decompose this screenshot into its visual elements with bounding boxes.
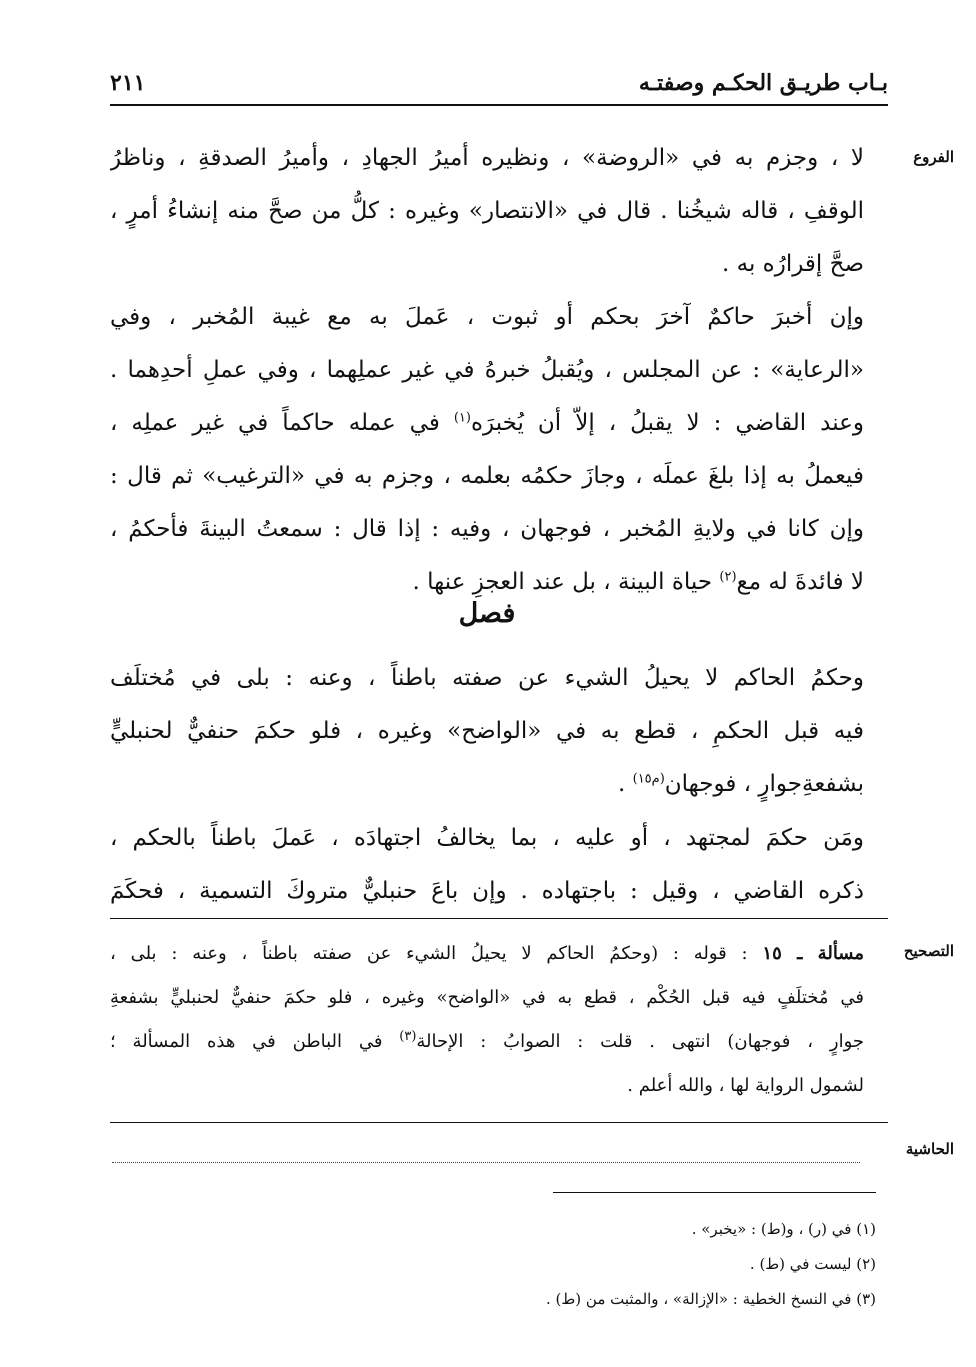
fasl-paragraph-1 [110,652,864,811]
text-segment: في الباطن في هذه المسألة ؛ [110,1031,400,1052]
text-segment: جوارٍ ، فوجهان) انتهى . قلت : الصوابُ : الإحالة [416,1031,864,1052]
text-line [110,758,864,811]
tashih-block [110,932,864,1108]
text-line: لشمول الرواية لها ، والله أعلم . [627,1075,864,1096]
text-line: «الرعاية» : عن المجلس ، ويُقبلُ خبرهُ في غير عملِهما ، وفي عملِ أحدِهما . [110,357,864,383]
margin-label-furu: الفروع [913,148,954,166]
running-header [110,70,888,104]
text-line: فيه قبل الحكمِ ، قطع به في «الواضح» وغيره ، فلو حكمَ حنفيٌّ لحنبليٍّ [110,718,864,744]
page-number: ٢١١ [110,70,146,96]
text-line [110,1020,864,1064]
fasl-paragraph-2 [110,812,864,918]
margin-label-tashih: التصحيح [903,942,954,960]
header-rule [110,104,888,106]
masala-label: مسألة ـ ١٥ [762,943,864,964]
text-line: وحكمُ الحاكم لا يحيلُ الشيء عن صفته باطناً ، وعنه : بلى في مُختلَف [110,665,864,691]
masala-marker: (م١٥) [632,771,665,787]
footnote-marker: (١) [453,410,471,426]
margin-label-hashia: الحاشية [905,1140,954,1158]
footnote-marker: (٣) [399,1029,417,1044]
furu-paragraph-2 [110,291,864,609]
footnotes [110,1212,876,1317]
section-divider [110,1122,888,1123]
text-line: وإن أخبرَ حاكمٌ آخرَ بحكم أو ثبوت ، عَملَ به مع غيبة المُخبر ، وفي [110,304,864,330]
text-line: ومَن حكمَ لمجتهد ، أو عليه ، بما يخالفُ اجتهادَه ، عَملَ باطناً بالحكم ، [110,825,864,851]
text-line: ذكره القاضي ، وقيل : باجتهاده . وإن باعَ حنبليٌّ متروكَ التسمية ، فحكَمَ [110,878,864,904]
hashia-dotted-line [112,1162,860,1163]
footnote: (٣) في النسخ الخطية : «الإزالة» ، والمثبت من (ط) . [546,1290,876,1308]
text-line: الوقفِ ، قاله شيخُنا . قال في «الانتصار» وغيره : كلُّ من صحَّ منه إنشاءُ أمرٍ ، [110,198,864,224]
text-line: فيعملُ به إذا بلغَ عملَه ، وجازَ حكمُه بعلمه ، وجزم به في «الترغيب» ثم قال : [110,463,864,489]
text-line: لا ، وجزم به في «الروضة» ، ونظيره أميرُ الجهادِ ، وأميرُ الصدقةِ ، وناظرُ [110,145,864,171]
text-line [110,932,864,976]
text-segment: في عمله حاكماً في غير عملِه ، [110,410,454,436]
section-heading: فصل [458,598,516,629]
footnote-marker: (٢) [719,569,737,585]
chapter-title: بـاب طريـق الحكـم وصفتـه [638,70,888,96]
text-segment: وعند القاضي : لا يقبلُ ، إلاّ أن يُخبرَه [470,410,864,436]
text-line: وإن كانا في ولايةِ المُخبر ، فوجهان ، وفيه : إذا قال : سمعتُ البينةَ فأحكمُ ، [110,516,864,542]
text-segment: حياة البينة ، بل عند العجزِ عنها . [412,569,720,595]
text-segment: بشفعةِجوارٍ ، فوجهان [664,771,864,797]
text-line: في مُختلَفٍ فيه قبل الحُكْم ، قطع به في «الواضح» وغيره ، فلو حكمَ حنفيٌّ لحنبليٍّ بشفعةِ [110,987,864,1008]
text-line [110,397,864,450]
text-segment: لا فائدةَ له مع [736,569,864,595]
footnote: (٢) ليست في (ط) . [749,1255,876,1273]
furu-paragraph-1 [110,132,864,291]
footnote: (١) في (ر) ، و(ط) : «يخبر» . [691,1220,876,1238]
text-segment: . [617,771,633,797]
footnote-rule [553,1192,876,1193]
text-line: صحَّ إقرارُه به . [722,251,864,277]
section-divider [110,918,888,919]
text-segment: : قوله : (وحكمُ الحاكم لا يحيلُ الشيء عن صفته باطناً ، وعنه : بلى ، [110,943,763,964]
